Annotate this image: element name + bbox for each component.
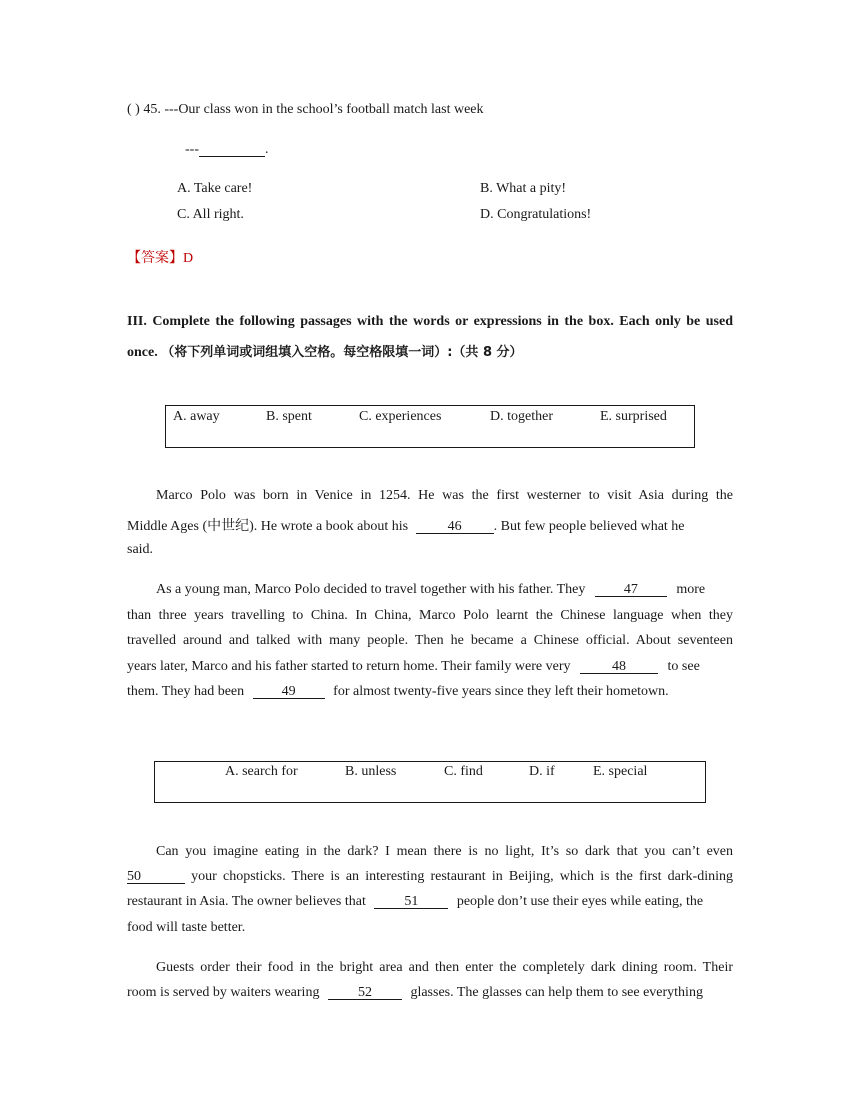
blank-50: 50 — [127, 870, 185, 884]
p4-line: Guests order their food in the bright area and then enter the completely dark dining room. Their — [156, 960, 733, 975]
text-segment: years later, Marco and his father started to return home. Their family were very — [127, 659, 571, 674]
p2-line: travelled around and talked with many people. Then he became a Chinese official. About seventeen — [127, 633, 733, 648]
text-segment: to see — [667, 659, 700, 674]
text-segment: for almost twenty-five years since they left their hometown. — [333, 684, 669, 699]
answer-label: 【答案】 — [127, 251, 183, 266]
p1-line: Marco Polo was born in Venice in 1254. He was the first westerner to visit Asia during the — [156, 488, 733, 503]
word-box-1-item: E. surprised — [600, 409, 667, 424]
blank-49: 49 — [253, 685, 325, 699]
question-stem: 45. ---Our class won in the school’s football match last week — [143, 102, 484, 117]
word-box-2-item: C. find — [444, 764, 483, 779]
question-45 — [127, 102, 484, 118]
option-c: C. All right. — [177, 207, 244, 222]
word-box-1-item: B. spent — [266, 409, 312, 424]
blank-48: 48 — [580, 660, 658, 674]
p4-line — [127, 985, 703, 1001]
word-box-2-item: E. special — [593, 764, 648, 779]
text-segment: more — [676, 582, 706, 597]
p2-line — [156, 582, 705, 598]
text-segment: your chopsticks. There is an interesting restaurant in Beijing, which is the first dark-dining — [191, 869, 733, 884]
answer-paren: ( ) — [127, 102, 140, 117]
option-d: D. Congratulations! — [480, 207, 592, 222]
p3-line — [127, 894, 703, 910]
text-segment: them. They had been — [127, 684, 245, 699]
text-segment: As a young man, Marco Polo decided to travel together with his father. They — [156, 582, 586, 597]
p3-line: food will taste better. — [127, 920, 246, 935]
section-heading-line1: III. Complete the following passages with the words or expressions in the box. Each only be used — [127, 314, 733, 329]
word-box-1-item: A. away — [173, 409, 220, 424]
p2-line — [127, 684, 669, 700]
option-a: A. Take care! — [177, 181, 253, 196]
section-heading-cn: （将下列单词或词组填入空格。每空格限填一词）:（共 8 分） — [161, 345, 523, 360]
text-segment: people don’t use their eyes while eating, the — [456, 894, 704, 909]
text-segment: Middle Ages (中世纪). He wrote a book about his — [127, 519, 409, 534]
blank-46: 46 — [416, 520, 494, 534]
reply-prefix: --- — [185, 142, 199, 157]
p1-line: said. — [127, 542, 154, 557]
p2-line: than three years travelling to China. In China, Marco Polo learnt the Chinese language when they — [127, 608, 733, 623]
blank-47: 47 — [595, 583, 667, 597]
text-segment: restaurant in Asia. The owner believes that — [127, 894, 366, 909]
blank-51: 51 — [374, 895, 448, 909]
answer-line — [127, 247, 193, 267]
word-box-2-item: B. unless — [345, 764, 397, 779]
reply-suffix: . — [265, 142, 269, 157]
p3-line — [127, 869, 733, 885]
text-segment: . But few people believed what he — [493, 519, 685, 534]
text-segment: glasses. The glasses can help them to see everything — [410, 985, 703, 1000]
text-segment: room is served by waiters wearing — [127, 985, 320, 1000]
section-heading-en: once. — [127, 345, 158, 360]
word-box-1-item: D. together — [490, 409, 553, 424]
p1-line — [127, 515, 685, 535]
p2-line — [127, 659, 700, 675]
section-heading-line2 — [127, 341, 523, 361]
reply-blank — [199, 143, 265, 157]
answer-value: D — [183, 251, 194, 266]
reply-line — [185, 142, 269, 158]
word-box-1-item: C. experiences — [359, 409, 442, 424]
p3-line: Can you imagine eating in the dark? I mean there is no light, It’s so dark that you can’t even — [156, 844, 733, 859]
blank-52: 52 — [328, 986, 402, 1000]
word-box-2-item: D. if — [529, 764, 555, 779]
word-box-2-item: A. search for — [225, 764, 298, 779]
option-b: B. What a pity! — [480, 181, 567, 196]
